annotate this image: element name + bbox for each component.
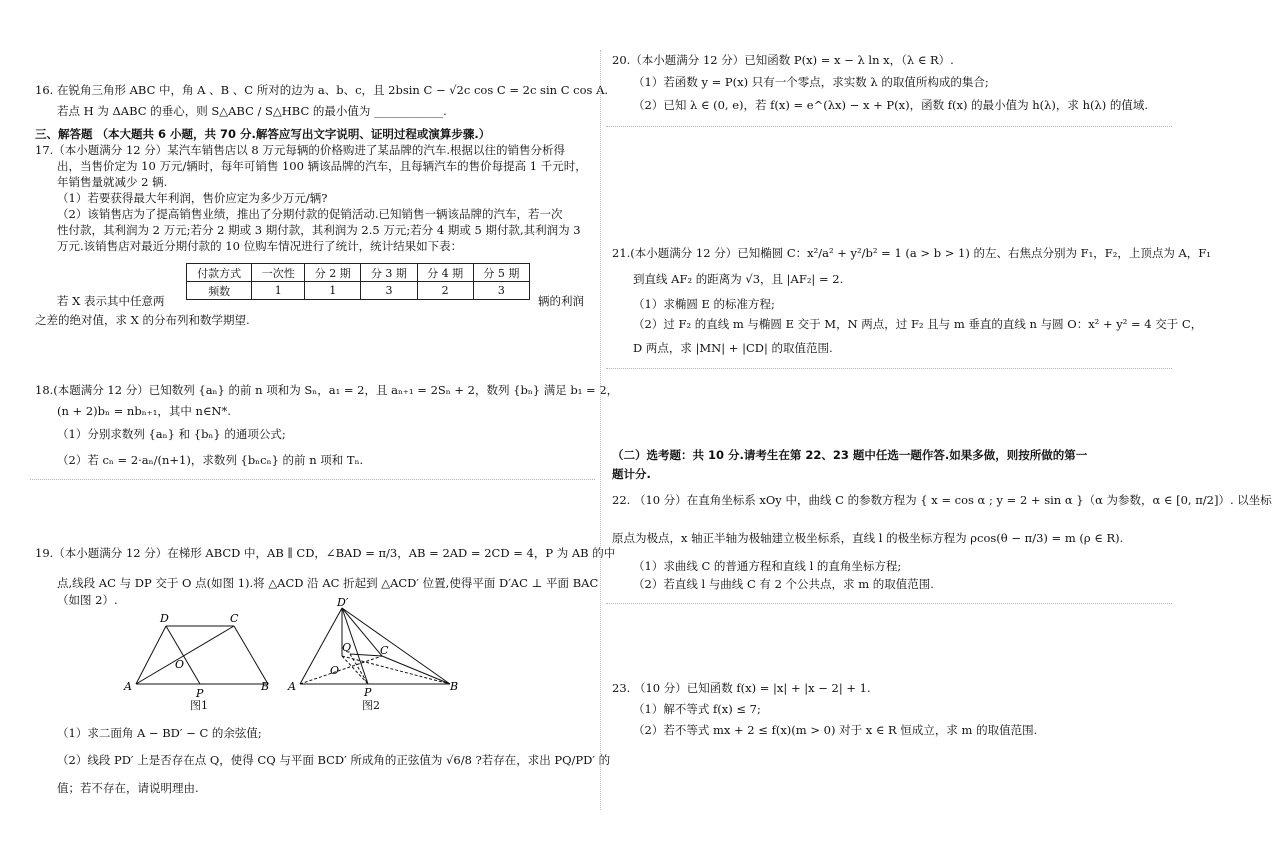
figure-2-folded-tetrahedron — [282, 596, 462, 708]
table-cell: 分 2 期 — [305, 264, 361, 282]
vertex-label-d-prime: D′ — [337, 596, 349, 609]
q20-line: （1）若函数 y = P(x) 只有一个零点，求实数 λ 的取值所构成的集合; — [633, 75, 989, 89]
q17-line: 年销售量就减少 2 辆. — [57, 175, 168, 189]
divider — [606, 368, 1172, 369]
divider — [606, 603, 1172, 604]
q22-line: 22. （10 分）在直角坐标系 xOy 中，曲线 C 的参数方程为 { x = cos α ; y = 2 + sin α }（α 为参数，α ∈ [0, π/2]）. 以坐标 — [612, 493, 1272, 507]
point-label-p: P — [196, 687, 204, 700]
q16-answer-blank: ____________. — [374, 104, 447, 118]
table-cell: 分 4 期 — [417, 264, 473, 282]
q17-line: （1）若要获得最大年利润，售价应定为多少万元/辆? — [57, 191, 328, 205]
divider — [606, 126, 1172, 127]
q21-line: 到直线 AF₂ 的距离为 √3，且 |AF₂| = 2. — [633, 272, 844, 286]
q17-line: 17.（本小题满分 12 分）某汽车销售店以 8 万元每辆的价格购进了某品牌的汽车.根据以往的销售分析得 — [35, 143, 566, 157]
vertex-label-b: B — [450, 680, 459, 693]
table-cell: 一次性 — [252, 264, 305, 282]
table-cell: 3 — [473, 282, 529, 300]
vertex-label-b: B — [261, 680, 270, 693]
figure-1-trapezoid — [120, 608, 280, 708]
vertex-label-a: A — [288, 680, 296, 693]
vertex-label-d: D — [160, 612, 169, 625]
vertex-label-c: C — [230, 612, 239, 625]
point-label-p: P — [364, 686, 372, 699]
q22-line: 原点为极点，x 轴正半轴为极轴建立极坐标系，直线 l 的极坐标方程为 ρcos(θ − π/3) = m (ρ ∈ R). — [612, 531, 1124, 545]
q23-line: （1）解不等式 f(x) ≤ 7; — [633, 702, 761, 716]
section-3-heading: 三、解答题 （本大题共 6 小题，共 70 分.解答应写出文字说明、证明过程或演算步骤.） — [35, 127, 491, 141]
table-cell: 付款方式 — [187, 264, 252, 282]
q18-line: （2）若 cₙ = 2·aₙ/(n+1)，求数列 {bₙcₙ} 的前 n 项和 Tₙ. — [57, 453, 364, 467]
q17-frequency-table — [186, 263, 530, 300]
q17-line: 出，当售价定为 10 万元/辆时，每年可销售 100 辆该品牌的汽车，且每辆汽车的售价每提高 1 千元时， — [57, 159, 587, 173]
q16-question: 若点 H 为 ΔABC 的垂心，则 S△ABC / S△HBC 的最小值为 — [57, 104, 371, 118]
table-header-row — [187, 264, 530, 282]
q17-after2: 之差的绝对值，求 X 的分布列和数学期望. — [35, 313, 250, 327]
q20-line: （2）已知 λ ∈ (0, e)，若 f(x) = e^(λx) − x + P(x)，函数 f(x) 的最小值为 h(λ)，求 h(λ) 的值域. — [633, 98, 1149, 112]
q18-line: 18.(本题满分 12 分）已知数列 {aₙ} 的前 n 项和为 Sₙ，a₁ = 2，且 aₙ₊₁ = 2Sₙ + 2，数列 {bₙ} 满足 b₁ = 2， — [35, 383, 619, 397]
table-cell: 分 5 期 — [473, 264, 529, 282]
table-cell: 频数 — [187, 282, 252, 300]
q16-line1: 16. 在锐角三角形 ABC 中，角 A 、B 、C 所对的边为 a、b、c，且 2bsin C − √2c cos C = 2c sin C cos A. — [35, 83, 609, 97]
q19-line: 点,线段 AC 与 DP 交于 O 点(如图 1).将 △ACD 沿 AC 折起到 △ACD′ 位置,使得平面 D′AC ⊥ 平面 BAC — [57, 576, 599, 590]
table-cell: 2 — [417, 282, 473, 300]
q18-line: （1）分别求数列 {aₙ} 和 {bₙ} 的通项公式; — [57, 427, 286, 441]
q21-line: D 两点，求 |MN| + |CD| 的取值范围. — [633, 341, 833, 355]
divider — [30, 479, 595, 480]
figure-2-caption: 图2 — [362, 699, 380, 712]
section-b-heading: （二）选考题：共 10 分.请考生在第 22、23 题中任选一题作答.如果多做，则按所做的第一 — [612, 448, 1088, 462]
point-label-o: O — [330, 664, 340, 677]
vertex-label-a: A — [124, 680, 132, 693]
table-row — [187, 282, 530, 300]
q21-line: 21.(本小题满分 12 分）已知椭圆 C：x²/a² + y²/b² = 1 (a > b > 1) 的左、右焦点分别为 F₁，F₂，上顶点为 A，F₁ — [612, 246, 1211, 260]
q22-line: （1）求曲线 C 的普通方程和直线 l 的直角坐标方程; — [633, 559, 902, 573]
vertex-label-c: C — [380, 644, 389, 657]
q21-line: （2）过 F₂ 的直线 m 与椭圆 E 交于 M，N 两点，过 F₂ 且与 m 垂直的直线 n 与圆 O：x² + y² = 4 交于 C， — [633, 317, 1203, 331]
table-cell: 1 — [305, 282, 361, 300]
section-b-heading-cont: 题计分. — [612, 467, 651, 481]
column-separator — [600, 50, 601, 810]
q21-line: （1）求椭圆 E 的标准方程; — [633, 297, 775, 311]
table-cell: 1 — [252, 282, 305, 300]
table-cell: 3 — [361, 282, 417, 300]
q17-line: 性付款，其利润为 2 万元;若分 2 期或 3 期付款，其利润为 2.5 万元;若分 4 期或 5 期付款,其利润为 3 — [57, 223, 581, 237]
q17-after-left: 若 X 表示其中任意两 — [57, 294, 165, 308]
q19-line: 19.（本小题满分 12 分）在梯形 ABCD 中，AB ∥ CD，∠BAD = π/3，AB = 2AD = 2CD = 4，P 为 AB 的中 — [35, 546, 616, 560]
point-label-o: O — [175, 658, 185, 671]
q19-sub2: （2）线段 PD′ 上是否存在点 Q，使得 CQ 与平面 BCD′ 所成角的正弦值为 √6/8 ?若存在，求出 PQ/PD′ 的 — [57, 753, 611, 767]
point-label-q: Q — [342, 641, 352, 654]
table-cell: 分 3 期 — [361, 264, 417, 282]
q17-line: （2）该销售店为了提高销售业绩，推出了分期付款的促销活动.已知销售一辆该品牌的汽车，若一次 — [57, 207, 563, 221]
q19-sub1: （1）求二面角 A − BD′ − C 的余弦值; — [57, 726, 262, 740]
q17-after-right: 辆的利润 — [538, 294, 584, 308]
q22-line: （2）若直线 l 与曲线 C 有 2 个公共点，求 m 的取值范围. — [633, 577, 934, 591]
q19-sub2b: 值；若不存在，请说明理由. — [57, 781, 199, 795]
q20-line: 20.（本小题满分 12 分）已知函数 P(x) = x − λ ln x，（λ ∈ R）. — [612, 53, 954, 67]
q23-line: （2）若不等式 mx + 2 ≤ f(x)(m > 0) 对于 x ∈ R 恒成立，求 m 的取值范围. — [633, 723, 1038, 737]
q23-line: 23. （10 分）已知函数 f(x) = |x| + |x − 2| + 1. — [612, 681, 871, 695]
q17-line: 万元.该销售店对最近分期付款的 10 位购车情况进行了统计，统计结果如下表： — [57, 239, 463, 253]
q16-line2 — [57, 103, 447, 119]
q18-line: (n + 2)bₙ = nbₙ₊₁，其中 n∈N*. — [57, 404, 231, 418]
figure-1-caption: 图1 — [190, 699, 208, 712]
q19-line: （如图 2）. — [57, 593, 118, 607]
